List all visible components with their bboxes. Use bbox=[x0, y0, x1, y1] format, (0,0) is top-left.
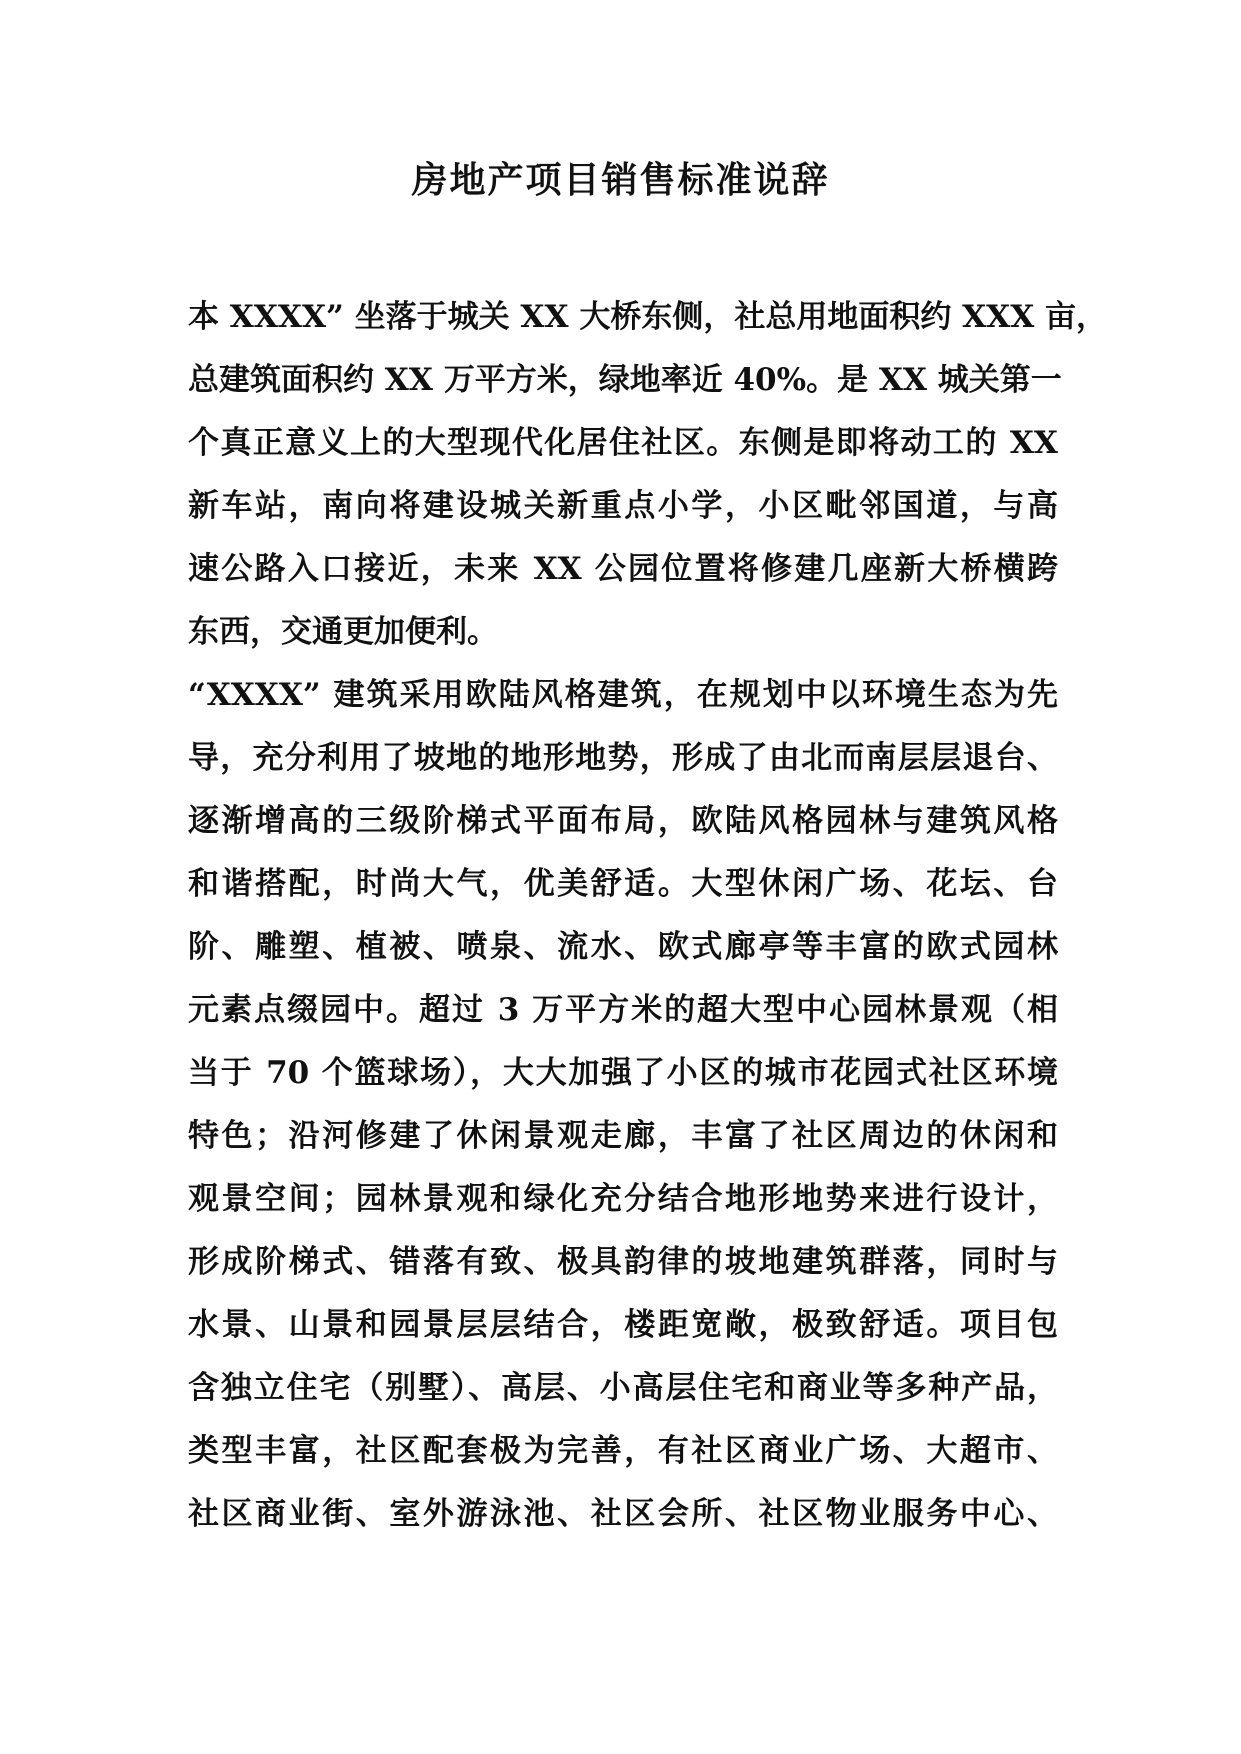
paragraph-line: 特色；沿河修建了休闲景观走廊，丰富了社区周边的休闲和 bbox=[188, 1118, 1058, 1154]
paragraph-line: 形成阶梯式、错落有致、极具韵律的坡地建筑群落，同时与 bbox=[188, 1244, 1058, 1280]
paragraph-line: 导，充分利用了坡地的地形地势，形成了由北而南层层退台、 bbox=[188, 740, 1058, 776]
paragraph-line: 元素点缀园中。超过 3 万平方米的超大型中心园林景观（相 bbox=[188, 992, 1058, 1028]
paragraph-line: 观景空间；园林景观和绿化充分结合地形地势来进行设计， bbox=[188, 1181, 1058, 1217]
paragraph-line: 当于 70 个篮球场），大大加强了小区的城市花园式社区环境 bbox=[188, 1055, 1058, 1091]
paragraph-line: 本 XXXX” 坐落于城关 XX 大桥东侧，社总用地面积约 XXX 亩， bbox=[188, 299, 1108, 335]
paragraph-line: 阶、雕塑、植被、喷泉、流水、欧式廊亭等丰富的欧式园林 bbox=[188, 929, 1058, 965]
paragraph-line: 总建筑面积约 XX 万平方米，绿地率近 40%。是 XX 城关第一 bbox=[188, 362, 1062, 398]
document-title: 房地产项目销售标准说辞 bbox=[411, 159, 830, 201]
paragraph-line: 类型丰富，社区配套极为完善，有社区商业广场、大超市、 bbox=[188, 1433, 1058, 1469]
paragraph-line: 水景、山景和园景层层结合，楼距宽敞，极致舒适。项目包 bbox=[188, 1307, 1058, 1343]
paragraph-line: 含独立住宅（别墅）、高层、小高层住宅和商业等多种产品， bbox=[188, 1370, 1058, 1406]
paragraph-line: 社区商业街、室外游泳池、社区会所、社区物业服务中心、 bbox=[188, 1496, 1058, 1532]
paragraph-line: “XXXX” 建筑采用欧陆风格建筑，在规划中以环境生态为先 bbox=[188, 677, 1058, 713]
paragraph-line: 速公路入口接近，未来 XX 公园位置将修建几座新大桥横跨 bbox=[188, 551, 1058, 587]
paragraph-line: 个真正意义上的大型现代化居住社区。东侧是即将动工的 XX bbox=[188, 425, 1058, 461]
document-body bbox=[188, 286, 1108, 1546]
paragraph-line: 和谐搭配，时尚大气，优美舒适。大型休闲广场、花坛、台 bbox=[188, 866, 1058, 902]
paragraph-line: 新车站，南向将建设城关新重点小学，小区毗邻国道，与高 bbox=[188, 488, 1058, 524]
paragraph-line: 逐渐增高的三级阶梯式平面布局，欧陆风格园林与建筑风格 bbox=[188, 803, 1058, 839]
paragraph-line: 东西，交通更加便利。 bbox=[188, 614, 498, 650]
